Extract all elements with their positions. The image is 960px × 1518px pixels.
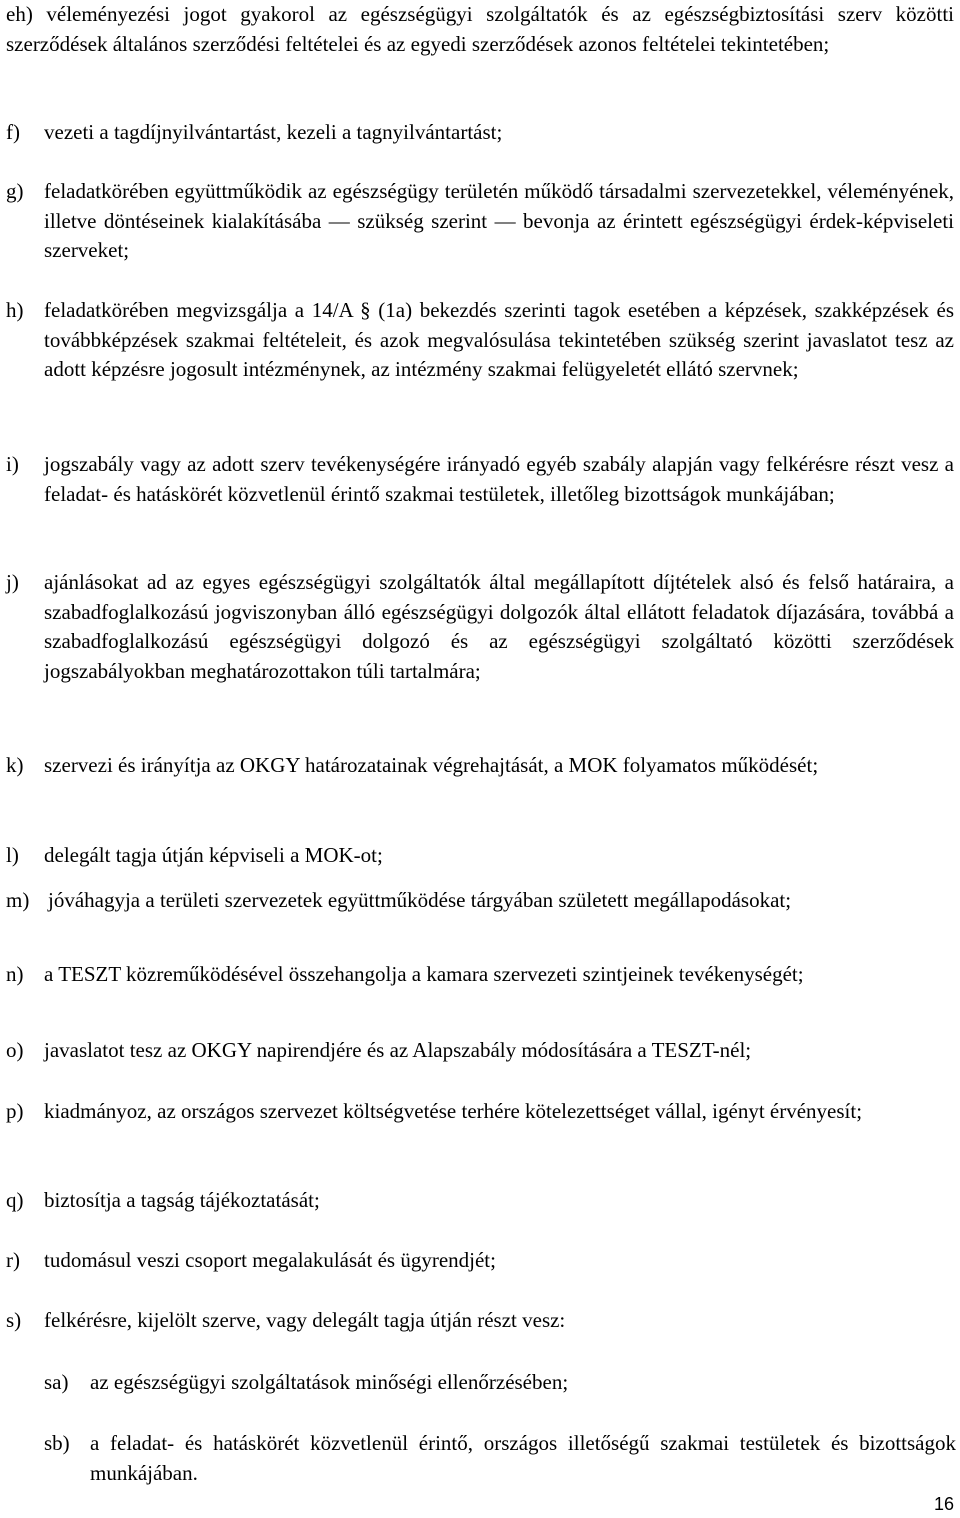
list-item-text: tudomásul veszi csoport megalakulását és ügyrendjét; — [44, 1248, 496, 1272]
list-item-label: r) — [6, 1248, 20, 1272]
list-item-r — [6, 1246, 954, 1276]
list-item-g — [6, 177, 954, 266]
list-item-text: eh) véleményezési jogot gyakorol az egészségügyi szolgáltatók és az egészségbiztosítási szerv közötti szerződések általános szerződési feltételei és az egyedi szerződések azonos feltételei tekintetében; — [6, 2, 954, 56]
list-item-label: j) — [6, 570, 19, 594]
list-item-text: ajánlásokat ad az egyes egészségügyi szolgáltatók által megállapított díjtételek alsó és felső határaira, a szabadfoglalkozású jogviszonyban álló egészségügyi dolgozók által ellátott feladatok díjazására, továbbá a szabadfoglalkozású egészségügyi dolgozó és az egészségügyi szolgáltató közötti szerződések jogszabályokban meghatározottakon túli tartalmára; — [44, 570, 954, 683]
sub-item-text: az egészségügyi szolgáltatások minőségi ellenőrzésében; — [90, 1370, 569, 1394]
list-item-text: jogszabály vagy az adott szerv tevékenységére irányadó egyéb szabály alapján vagy felkérésre részt vesz a feladat- és hatáskörét közvetlenül érintő szakmai testületek, illetőleg bizottságok munkájában; — [44, 452, 954, 506]
list-item-text: feladatkörében együttműködik az egészségügy területén működő társadalmi szervezetekkel, véleményének, illetve döntéseinek kialakításába — szükség szerint — bevonja az érintett egészségügyi érdek-képviseleti szerveket; — [44, 179, 954, 262]
list-item-o — [6, 1036, 954, 1066]
list-item-label: n) — [6, 962, 24, 986]
list-item-label: l) — [6, 843, 19, 867]
list-item-n — [6, 960, 954, 990]
list-item-k — [6, 751, 954, 781]
list-item-j — [6, 568, 954, 686]
list-item-label: m) — [6, 888, 30, 912]
list-item-label: o) — [6, 1038, 24, 1062]
list-item-m — [6, 886, 954, 916]
list-item-text: feladatkörében megvizsgálja a 14/A § (1a) bekezdés szerinti tagok esetében a képzések, szakképzések és továbbképzések szakmai feltételeit, és azok megvalósulása tekintetében szükség szerint javaslatot tesz az adott képzésre jogosult intézménynek, az intézmény szakmai felügyeletét ellátó szervnek; — [44, 298, 954, 381]
list-item-label: g) — [6, 179, 24, 203]
list-item-text: szervezi és irányítja az OKGY határozatainak végrehajtását, a MOK folyamatos működését; — [44, 753, 819, 777]
list-item-label: s) — [6, 1308, 22, 1332]
list-item-l — [6, 841, 954, 871]
list-item-text: felkérésre, kijelölt szerve, vagy delegált tagja útján részt vesz: — [44, 1308, 566, 1332]
list-item-p — [6, 1097, 954, 1127]
list-item-text: jóváhagyja a területi szervezetek együttműködése tárgyában született megállapodásokat; — [48, 888, 792, 912]
list-item-s — [6, 1306, 954, 1336]
page-number: 16 — [933, 1494, 954, 1514]
list-item-text: vezeti a tagdíjnyilvántartást, kezeli a tagnyilvántartást; — [44, 120, 503, 144]
list-item-label: p) — [6, 1099, 24, 1123]
sub-item-text: a feladat- és hatáskörét közvetlenül érintő, országos illetőségű szakmai testületek és bizottságok munkájában. — [90, 1431, 956, 1485]
list-item-label: q) — [6, 1188, 24, 1212]
sub-item-sa — [44, 1368, 956, 1398]
list-item-i — [6, 450, 954, 509]
list-item-text: kiadmányoz, az országos szervezet költségvetése terhére kötelezettséget vállal, igényt érvényesít; — [44, 1099, 863, 1123]
list-item-label: k) — [6, 753, 24, 777]
list-item-eh — [6, 0, 954, 59]
sub-item-label: sb) — [44, 1431, 70, 1455]
list-item-text: javaslatot tesz az OKGY napirendjére és az Alapszabály módosítására a TESZT-nél; — [44, 1038, 752, 1062]
sub-item-label: sa) — [44, 1370, 69, 1394]
list-item-label: i) — [6, 452, 19, 476]
list-item-f — [6, 118, 954, 148]
list-item-h — [6, 296, 954, 385]
list-item-q — [6, 1186, 954, 1216]
list-item-text: biztosítja a tagság tájékoztatását; — [44, 1188, 320, 1212]
list-item-text: delegált tagja útján képviseli a MOK-ot; — [44, 843, 383, 867]
list-item-label: h) — [6, 298, 24, 322]
list-item-text: a TESZT közreműködésével összehangolja a kamara szervezeti szintjeinek tevékenységét; — [44, 962, 804, 986]
list-item-label: f) — [6, 120, 20, 144]
sub-item-sb — [44, 1429, 956, 1488]
